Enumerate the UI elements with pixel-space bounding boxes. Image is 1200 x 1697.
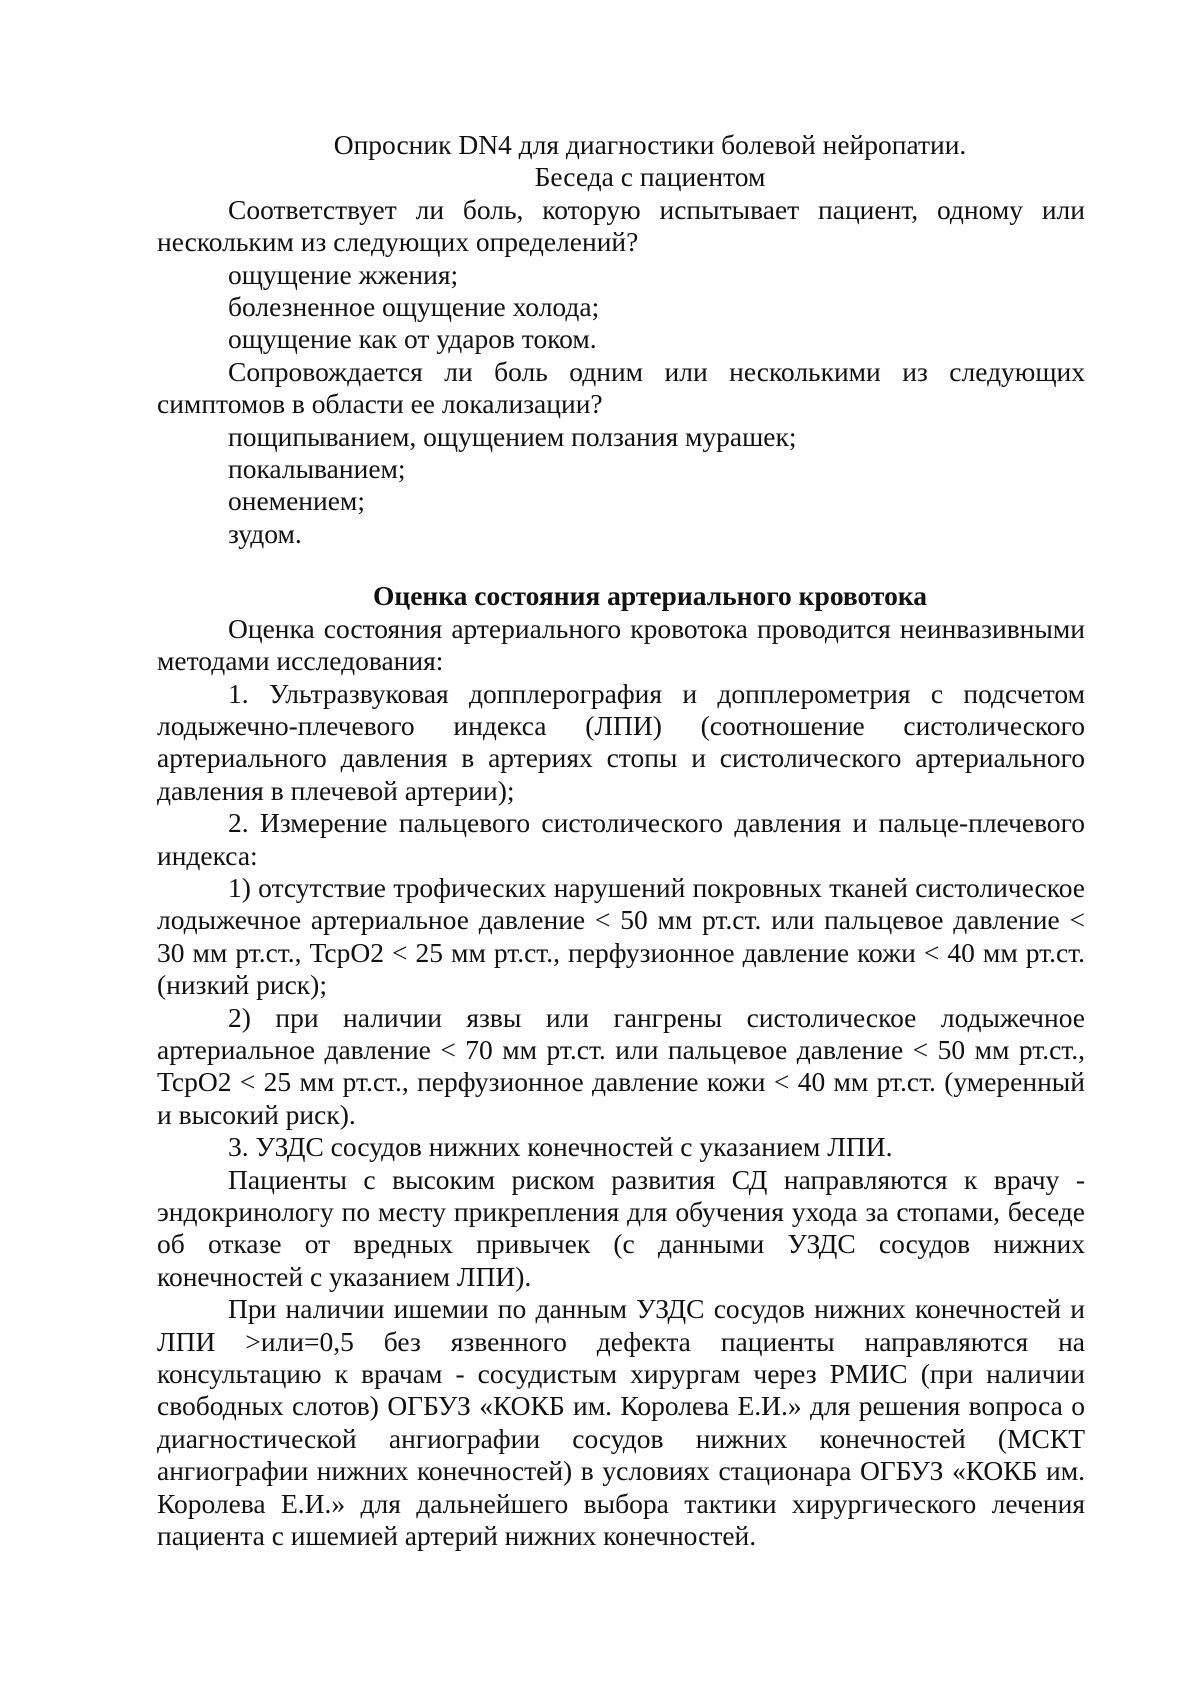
q1-item: ощущение жжения; (228, 258, 459, 290)
q2-item: зудом. (228, 517, 302, 549)
paragraph: 1. Ультразвуковая допплерография и допплерометрия с подсчетом лодыжечно-плечевого индекса (ЛПИ) (соотношение систолического артериального давления в артериях стопы и систолического артериального давления в плечевой артерии); (157, 677, 1085, 806)
question-2: Сопровождается ли боль одним или несколькими из следующих симптомов в области ее локализации? (157, 355, 1085, 420)
paragraph: 2. Измерение пальцевого систолического давления и пальце-плечевого индекса: (157, 807, 1085, 871)
paragraph: При наличии ишемии по данным УЗДС сосудов нижних конечностей и ЛПИ >или=0,5 без язвенного дефекта пациенты направляются на консультацию к врачам - сосудистым хирургам через РМИС (при наличии свободных слотов) ОГБУЗ «КОКБ им. Королева Е.И.» для решения вопроса о диагностической ангиографии сосудов нижних конечностей (МСКТ ангиографии нижних конечностей) в условиях стационара ОГБУЗ «КОКБ им. Королева Е.И.» для дальнейшего выбора тактики хирургического лечения пациента с ишемией артерий нижних конечностей. (157, 1293, 1085, 1552)
paragraph: 3. УЗДС сосудов нижних конечностей с указанием ЛПИ. (228, 1131, 893, 1163)
paragraph: Пациенты с высоким риском развития СД направляются к врачу - эндокринологу по месту прикрепления для обучения ухода за стопами, беседе об отказе от вредных привычек (с данными УЗДС сосудов нижних конечностей с указанием ЛПИ). (157, 1163, 1085, 1292)
q2-item: онемением; (228, 485, 365, 517)
document-title: Опросник DN4 для диагностики болевой нейропатии. (333, 129, 967, 160)
q2-item: пощипыванием, ощущением ползания мурашек; (228, 420, 797, 452)
section-heading: Оценка состояния артериального кровотока (372, 580, 928, 612)
q1-item: болезненное ощущение холода; (228, 291, 600, 323)
q2-item: покалыванием; (228, 453, 406, 485)
section-spacer (157, 550, 1085, 580)
paragraph: 1) отсутствие трофических нарушений покровных тканей систолическое лодыжечное артериальное давление < 50 мм рт.ст. или пальцевое давление < 30 мм рт.ст., TcpO2 < 25 мм рт.ст., перфузионное давление кожи < 40 мм рт.ст. (низкий риск); (157, 871, 1085, 1001)
question-1: Соответствует ли боль, которую испытывает пациент, одному или нескольким из следующих определений? (157, 193, 1085, 258)
paragraph: 2) при наличии язвы или гангрены систолическое лодыжечное артериальное давление < 70 мм рт.ст. или пальцевое давление < 50 мм рт.ст., TcpO2 < 25 мм рт.ст., перфузионное давление кожи < 40 мм рт.ст. (умеренный и высокий риск). (157, 1001, 1085, 1130)
document-subtitle: Беседа с пациентом (534, 161, 766, 193)
document-content (157, 129, 1085, 1552)
paragraph: Оценка состояния артериального кровотока проводится неинвазивными методами исследования: (157, 612, 1085, 677)
q1-item: ощущение как от ударов током. (228, 323, 597, 355)
